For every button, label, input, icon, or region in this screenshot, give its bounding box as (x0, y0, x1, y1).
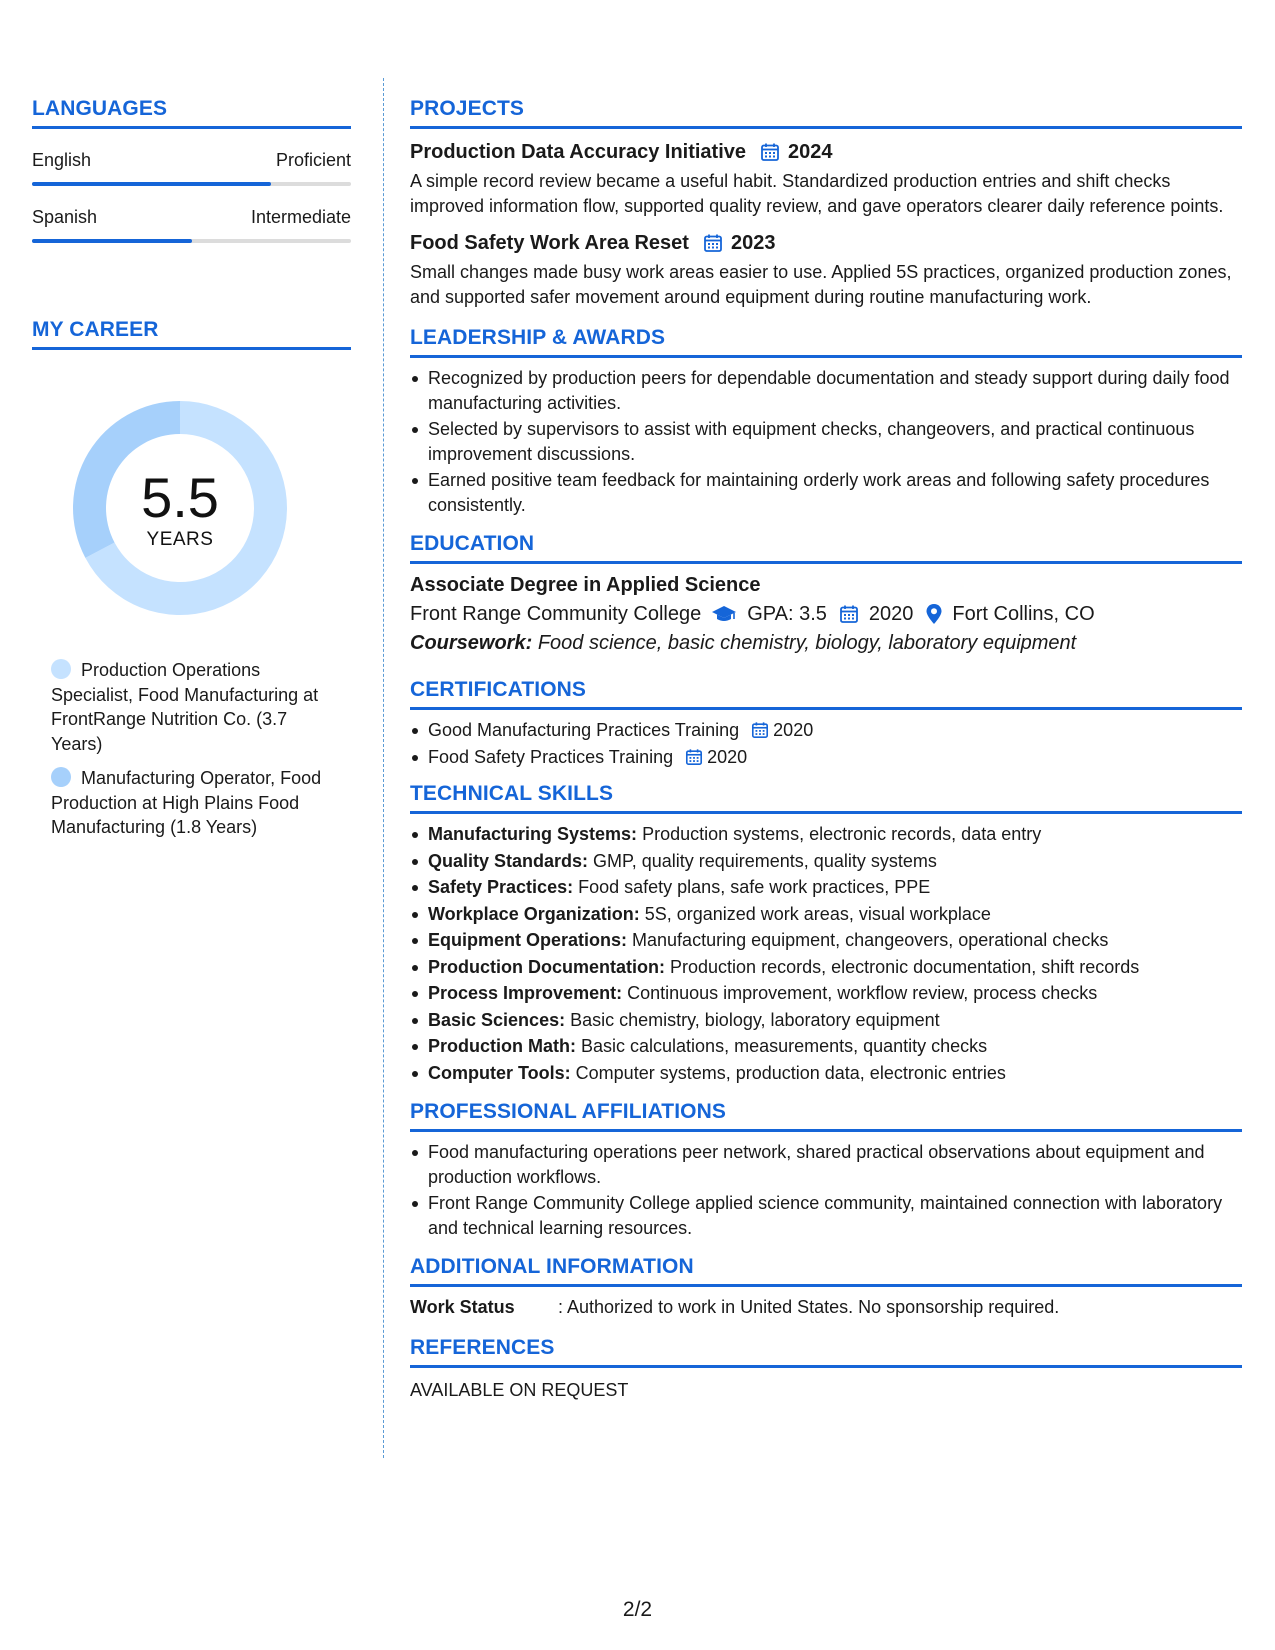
skill-key: Manufacturing Systems: (428, 824, 638, 844)
affiliations-section (410, 1099, 1242, 1240)
skill-value: Production systems, electronic records, data entry (642, 824, 1042, 844)
skill-key: Computer Tools: (428, 1062, 571, 1083)
school-name: Front Range Community College (410, 603, 702, 625)
skill-value: Basic calculations, measurements, quantity checks (581, 1036, 988, 1056)
column-divider (383, 78, 384, 1458)
skill-value: Basic chemistry, biology, laboratory equipment (570, 1009, 940, 1030)
section-rule (410, 1129, 1242, 1132)
project-name: Food Safety Work Area Reset (410, 232, 689, 254)
project-item (410, 230, 1242, 309)
list-item (410, 902, 1242, 927)
location-pin-icon (925, 603, 943, 625)
language-level-fill (32, 182, 271, 186)
list-item (410, 822, 1242, 847)
list-item (410, 955, 1242, 980)
degree-title: Associate Degree in Applied Science (410, 574, 761, 596)
section-rule (32, 126, 351, 129)
project-description: Small changes made busy work areas easier to use. Applied 5S practices, organized production zones, and supported safer movement around equipment during routine manufacturing work. (410, 262, 1232, 307)
list-item (410, 875, 1242, 900)
language-item-spanish (32, 206, 351, 243)
skill-value: Production records, electronic documentation, shift records (670, 956, 1140, 977)
project-year: 2024 (788, 141, 833, 163)
language-name: Spanish (32, 207, 98, 227)
skill-value: Food safety plans, safe work practices, PPE (578, 877, 931, 897)
section-rule (32, 347, 351, 350)
skill-key: Basic Sciences: (428, 1009, 566, 1030)
list-item (410, 1034, 1242, 1059)
skill-key: Quality Standards: (428, 850, 589, 871)
sidebar (32, 96, 351, 850)
certification-year: 2020 (707, 746, 748, 767)
references-text: AVAILABLE ON REQUEST (410, 1380, 629, 1400)
references-section (410, 1335, 1242, 1403)
languages-section (32, 96, 351, 243)
project-name: Production Data Accuracy Initiative (410, 141, 747, 163)
calendar-icon (703, 233, 723, 253)
career-legend (51, 658, 331, 840)
legend-item (51, 766, 331, 840)
education-title: EDUCATION (410, 532, 535, 555)
section-rule (410, 1365, 1242, 1368)
career-total-years: 5.5 (141, 466, 219, 529)
skill-value: Computer systems, production data, electronic entries (575, 1062, 1006, 1083)
education-details (410, 600, 1242, 628)
legend-dot (51, 659, 71, 679)
section-rule (410, 811, 1242, 814)
skill-value: Manufacturing equipment, changeovers, operational checks (632, 930, 1109, 950)
section-rule (410, 561, 1242, 564)
language-level-bar (32, 239, 351, 243)
list-item: Selected by supervisors to assist with equipment checks, changeovers, and practical continuous improvement discussions. (410, 417, 1242, 466)
language-level-fill (32, 239, 192, 243)
graduation-year: 2020 (868, 603, 914, 625)
coursework-label: Coursework: (410, 632, 533, 654)
skill-key: Production Documentation: (428, 956, 665, 977)
certifications-section (410, 677, 1242, 769)
project-description: A simple record review became a useful habit. Standardized production entries and shift checks improved information flow, supported quality review, and gave operators clearer daily reference points. (410, 171, 1224, 216)
skill-key: Safety Practices: (428, 877, 574, 897)
legend-label: Production Operations Specialist, Food Manufacturing at FrontRange Nutrition Co. (3.7 Years) (51, 660, 319, 754)
list-item (410, 745, 1242, 770)
coursework (410, 629, 1242, 657)
graduation-cap-icon (711, 604, 737, 624)
language-level: Proficient (275, 150, 351, 170)
list-item (410, 1008, 1242, 1033)
calendar-icon (685, 748, 703, 766)
career-years-unit: YEARS (146, 529, 214, 550)
language-level: Intermediate (250, 207, 351, 227)
languages-title: LANGUAGES (32, 97, 168, 120)
additional-section (410, 1254, 1242, 1319)
skill-key: Production Math: (428, 1036, 576, 1056)
additional-title: ADDITIONAL INFORMATION (410, 1255, 694, 1278)
gpa: GPA: 3.5 (747, 603, 827, 625)
legend-label: Manufacturing Operator, Food Production at High Plains Food Manufacturing (1.8 Years) (51, 768, 322, 837)
calendar-icon (839, 604, 859, 624)
skill-key: Workplace Organization: (428, 903, 640, 924)
projects-title: PROJECTS (410, 97, 524, 120)
career-section (32, 317, 351, 840)
section-rule (410, 126, 1242, 129)
main-content (410, 96, 1242, 1403)
calendar-icon (751, 721, 769, 739)
legend-dot (51, 767, 71, 787)
calendar-icon (760, 142, 780, 162)
list-item (410, 928, 1242, 953)
certification-name: Food Safety Practices Training (428, 746, 674, 767)
affiliations-title: PROFESSIONAL AFFILIATIONS (410, 1100, 726, 1123)
coursework-text: Food science, basic chemistry, biology, laboratory equipment (537, 632, 1077, 654)
career-donut-chart (66, 394, 294, 622)
list-item (410, 981, 1242, 1006)
leadership-list (410, 366, 1242, 517)
section-rule (410, 355, 1242, 358)
skill-key: Process Improvement: (428, 983, 623, 1003)
language-item-english (32, 149, 351, 186)
certification-name: Good Manufacturing Practices Training (428, 720, 740, 740)
certification-year: 2020 (773, 720, 814, 740)
page-number: 2/2 (622, 1598, 653, 1621)
certifications-list (410, 718, 1242, 769)
list-item: Recognized by production peers for dependable documentation and steady support during daily food manufacturing activities. (410, 366, 1242, 415)
work-status-value: : Authorized to work in United States. No sponsorship required. (558, 1297, 1060, 1317)
skill-value: Continuous improvement, workflow review, process checks (627, 983, 1098, 1003)
list-item (410, 849, 1242, 874)
list-item: Food manufacturing operations peer network, shared practical observations about equipment and production workflows. (410, 1140, 1242, 1189)
skills-title: TECHNICAL SKILLS (410, 782, 614, 805)
certifications-title: CERTIFICATIONS (410, 678, 587, 701)
career-title: MY CAREER (32, 318, 159, 341)
work-status-key: Work Status (410, 1297, 515, 1317)
project-year: 2023 (730, 232, 776, 254)
language-name: English (32, 150, 92, 170)
affiliations-list (410, 1140, 1242, 1240)
list-item (410, 1061, 1242, 1086)
section-rule (410, 1284, 1242, 1287)
education-section (410, 531, 1242, 657)
skills-list (410, 822, 1242, 1085)
leadership-title: LEADERSHIP & AWARDS (410, 326, 666, 349)
project-item (410, 139, 1242, 218)
list-item: Earned positive team feedback for maintaining orderly work areas and following safety procedures consistently. (410, 468, 1242, 517)
skill-key: Equipment Operations: (428, 930, 628, 950)
donut-center (66, 394, 294, 622)
school-location: Fort Collins, CO (952, 603, 1095, 625)
projects-section (410, 96, 1242, 309)
skills-section (410, 781, 1242, 1085)
list-item: Front Range Community College applied science community, maintained connection with laboratory and technical learning resources. (410, 1191, 1242, 1240)
language-level-bar (32, 182, 351, 186)
skill-value: 5S, organized work areas, visual workplace (644, 903, 991, 924)
work-status-row (410, 1295, 1242, 1319)
list-item (410, 718, 1242, 743)
section-rule (410, 707, 1242, 710)
legend-item (51, 658, 331, 756)
leadership-section (410, 325, 1242, 517)
skill-value: GMP, quality requirements, quality systems (593, 850, 937, 871)
references-title: REFERENCES (410, 1336, 555, 1359)
